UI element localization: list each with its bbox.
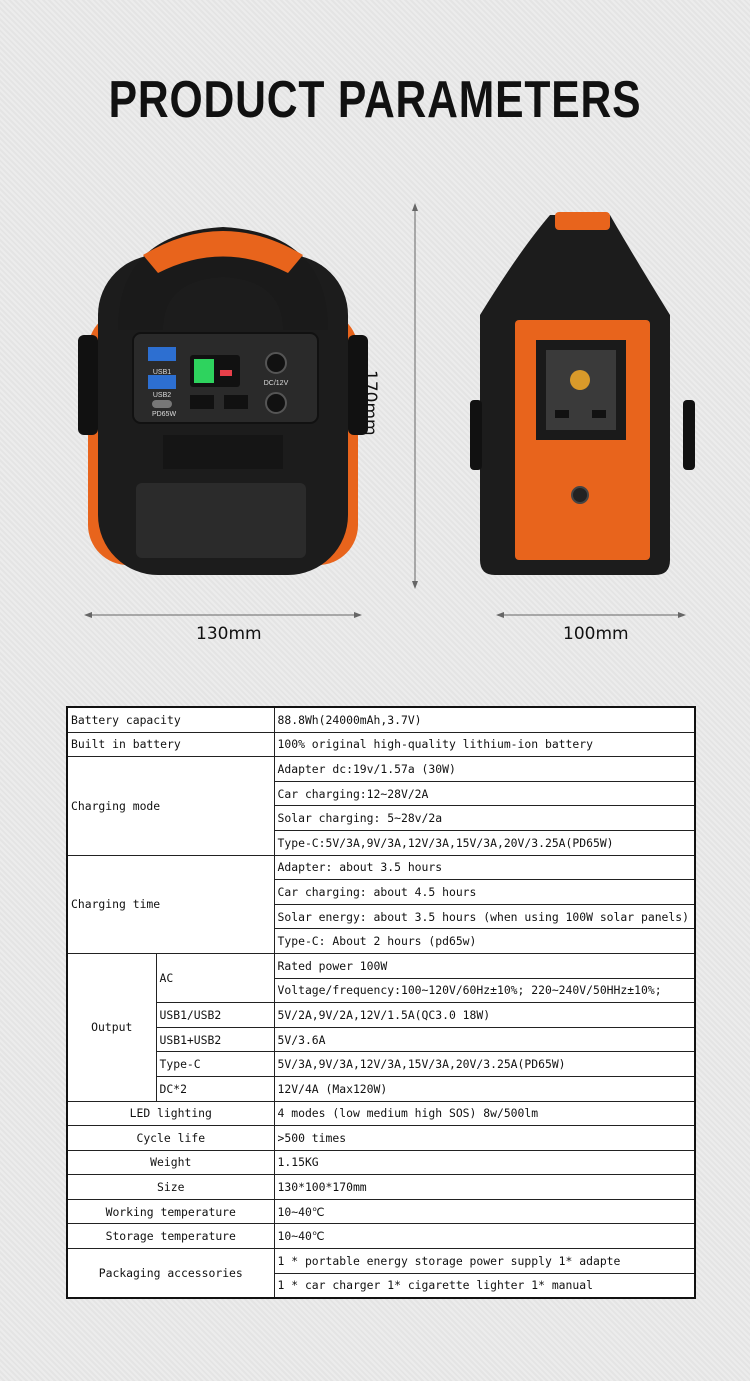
spec-label: Charging mode bbox=[67, 757, 274, 855]
table-row bbox=[67, 855, 695, 880]
spec-value: Voltage/frequency:100~120V/60Hz±10%; 220~240V/50HHz±10%; bbox=[274, 978, 695, 1003]
spec-value: Car charging:12~28V/2A bbox=[274, 781, 695, 806]
spec-value: 1.15KG bbox=[274, 1150, 695, 1175]
spec-value: 10~40℃ bbox=[274, 1199, 695, 1224]
spec-label: Weight bbox=[67, 1150, 274, 1175]
spec-label: LED lighting bbox=[67, 1101, 274, 1126]
table-row bbox=[67, 732, 695, 757]
spec-value: Adapter dc:19v/1.57a (30W) bbox=[274, 757, 695, 782]
spec-value: Solar energy: about 3.5 hours (when using 100W solar panels) bbox=[274, 904, 695, 929]
spec-label: Built in battery bbox=[67, 732, 274, 757]
spec-label: Charging time bbox=[67, 855, 274, 953]
spec-value: Rated power 100W bbox=[274, 953, 695, 978]
spec-table bbox=[66, 706, 696, 1299]
spec-value: Car charging: about 4.5 hours bbox=[274, 880, 695, 905]
spec-value: 1 * car charger 1* cigarette lighter 1* manual bbox=[274, 1273, 695, 1298]
spec-sublabel: Type-C bbox=[156, 1052, 274, 1077]
width-label: 130mm bbox=[196, 624, 262, 644]
product-front-image bbox=[78, 215, 368, 585]
page-title: PRODUCT PARAMETERS bbox=[108, 71, 642, 129]
spec-value: 5V/2A,9V/2A,12V/1.5A(QC3.0 18W) bbox=[274, 1003, 695, 1028]
spec-value: 5V/3.6A bbox=[274, 1027, 695, 1052]
spec-value: Solar charging: 5~28v/2a bbox=[274, 806, 695, 831]
dc-port-label: DC/12V bbox=[263, 380, 289, 387]
table-row bbox=[67, 1249, 695, 1274]
table-row bbox=[67, 1224, 695, 1249]
height-label: 170mm bbox=[360, 370, 380, 436]
width-dimension-arrow bbox=[84, 610, 362, 620]
spec-label: Storage temperature bbox=[67, 1224, 274, 1249]
spec-value: 4 modes (low medium high SOS) 8w/500lm bbox=[274, 1101, 695, 1126]
table-row bbox=[67, 1126, 695, 1151]
table-row bbox=[67, 1199, 695, 1224]
table-row bbox=[67, 1003, 695, 1028]
spec-value: 5V/3A,9V/3A,12V/3A,15V/3A,20V/3.25A(PD65W) bbox=[274, 1052, 695, 1077]
spec-sublabel: USB1/USB2 bbox=[156, 1003, 274, 1028]
depth-label: 100mm bbox=[563, 624, 629, 644]
spec-value: Type-C: About 2 hours (pd65w) bbox=[274, 929, 695, 954]
spec-sublabel: DC*2 bbox=[156, 1076, 274, 1101]
spec-label: Cycle life bbox=[67, 1126, 274, 1151]
table-row bbox=[67, 1101, 695, 1126]
spec-value: 10~40℃ bbox=[274, 1224, 695, 1249]
spec-value: 100% original high-quality lithium-ion battery bbox=[274, 732, 695, 757]
spec-value: 1 * portable energy storage power supply 1* adapte bbox=[274, 1249, 695, 1274]
spec-value: 88.8Wh(24000mAh,3.7V) bbox=[274, 707, 695, 732]
spec-value: 130*100*170mm bbox=[274, 1175, 695, 1200]
spec-label: Size bbox=[67, 1175, 274, 1200]
spec-value: 12V/4A (Max120W) bbox=[274, 1076, 695, 1101]
depth-dimension-arrow bbox=[496, 610, 686, 620]
table-row bbox=[67, 707, 695, 732]
table-row bbox=[67, 1027, 695, 1052]
product-side-image bbox=[470, 210, 695, 585]
usb1-port-label: USB1 bbox=[152, 369, 172, 376]
table-row bbox=[67, 1052, 695, 1077]
table-row bbox=[67, 953, 695, 978]
spec-value: Adapter: about 3.5 hours bbox=[274, 855, 695, 880]
pd-port-label: PD65W bbox=[151, 411, 177, 418]
spec-label: Battery capacity bbox=[67, 707, 274, 732]
usb2-port-label: USB2 bbox=[152, 392, 172, 399]
table-row bbox=[67, 1150, 695, 1175]
spec-value: >500 times bbox=[274, 1126, 695, 1151]
spec-label: Packaging accessories bbox=[67, 1249, 274, 1299]
spec-label: Working temperature bbox=[67, 1199, 274, 1224]
spec-sublabel: USB1+USB2 bbox=[156, 1027, 274, 1052]
table-row bbox=[67, 1076, 695, 1101]
height-dimension-arrow bbox=[410, 203, 420, 589]
spec-sublabel: AC bbox=[156, 953, 274, 1002]
spec-value: Type-C:5V/3A,9V/3A,12V/3A,15V/3A,20V/3.25A(PD65W) bbox=[274, 830, 695, 855]
table-row bbox=[67, 1175, 695, 1200]
spec-label: Output bbox=[67, 953, 156, 1101]
table-row bbox=[67, 757, 695, 782]
